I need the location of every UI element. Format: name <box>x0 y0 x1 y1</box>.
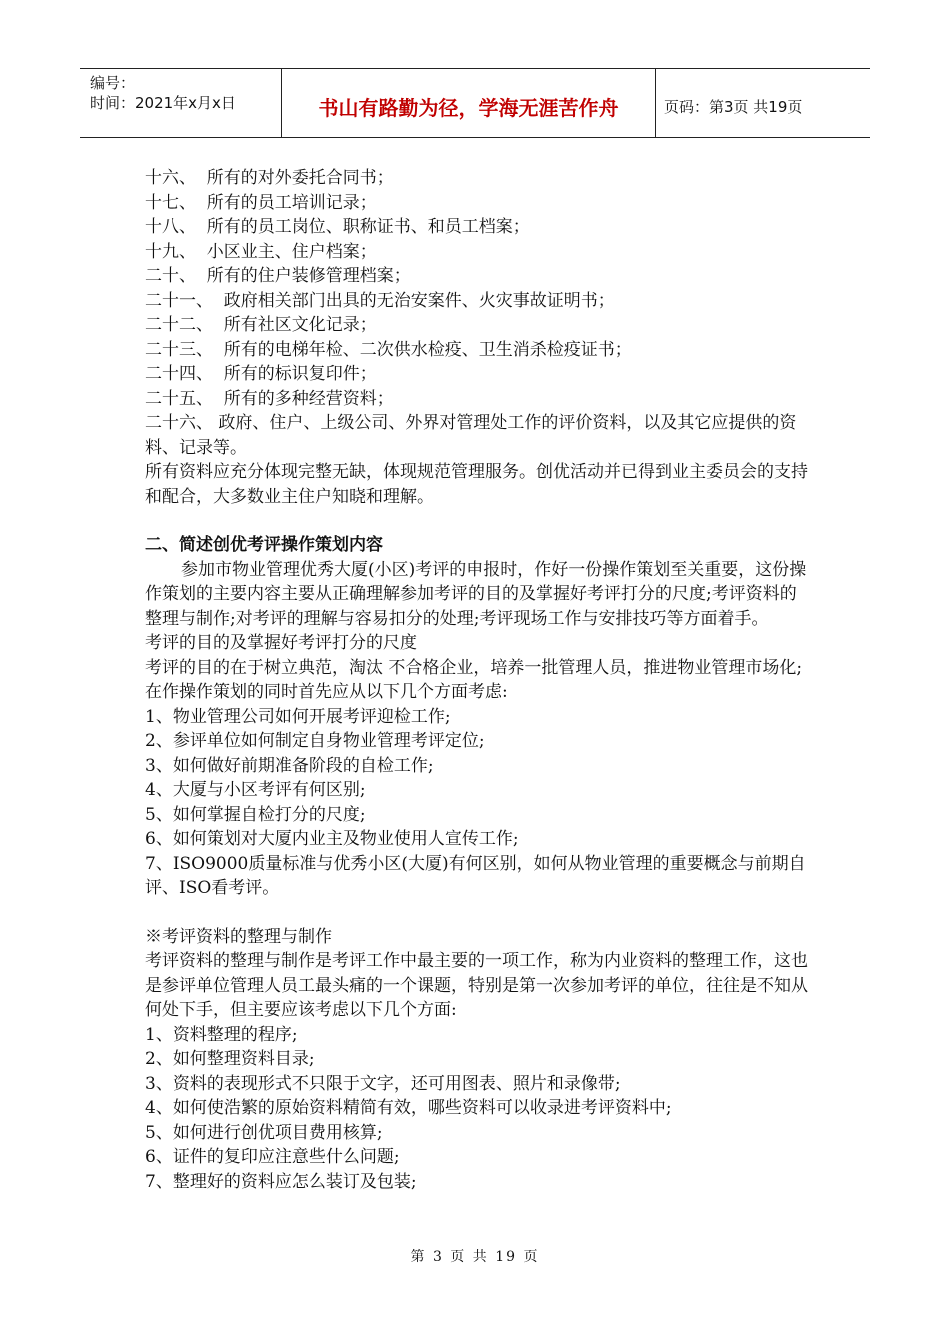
list-item: 5、如何进行创优项目费用核算; <box>145 1122 383 1143</box>
list-item: 十九、 小区业主、住户档案； <box>145 241 377 262</box>
document-body <box>145 166 810 1194</box>
page-footer: 第 3 页 共 19 页 <box>410 1249 540 1265</box>
list-item: 2、如何整理资料目录; <box>145 1049 315 1069</box>
page-header <box>80 68 870 138</box>
section-intro: 考评资料的整理与制作是考评工作中最主要的一项工作，称为内业资料的整理工作，这也是参评单位管理人员工最头痛的一个课题，特别是第一次参加考评的单位，往往是不知从何处下手，但主要应该考虑以下几个方面: <box>145 951 808 1020</box>
list-item: 二十五、 所有的多种经营资料； <box>145 388 394 409</box>
purpose-paragraph: 考评的目的在于树立典范，淘汰 不合格企业，培养一批管理人员，推进物业管理市场化;在作操作策划的同时首先应从以下几个方面考虑: <box>145 657 803 702</box>
list-item: 3、如何做好前期准备阶段的自检工作; <box>145 755 434 776</box>
list-item: 二十三、 所有的电梯年检、二次供水检疫、卫生消杀检疫证书； <box>145 339 632 360</box>
header-meta <box>80 69 282 137</box>
list-item: 7、整理好的资料应怎么装订及包装; <box>145 1171 417 1192</box>
list-item: 1、物业管理公司如何开展考评迎检工作; <box>145 706 451 727</box>
list-item: 二十四、 所有的标识复印件； <box>145 364 377 384</box>
list-item: 二十六、 政府、住户、上级公司、外界对管理处工作的评价资料，以及其它应提供的资料、记录等。 <box>145 413 797 458</box>
summary-paragraph: 所有资料应充分体现完整无缺，体现规范管理服务。创优活动并已得到业主委员会的支持和配合，大多数业主住户知晓和理解。 <box>145 462 808 507</box>
list-item: 5、如何掌握自检打分的尺度; <box>145 804 366 825</box>
section-heading: 二、简述创优考评操作策划内容 <box>145 535 383 555</box>
list-item: 二十、 所有的住户装修管理档案； <box>145 266 411 286</box>
list-item: 6、证件的复印应注意些什么问题; <box>145 1147 400 1167</box>
list-item: 十六、 所有的对外委托合同书； <box>145 168 394 188</box>
header-page-info: 页码：第3页 共19页 <box>664 97 803 116</box>
list-item: 3、资料的表现形式不只限于文字，还可用图表、照片和录像带; <box>145 1073 621 1094</box>
section-heading: ※考评资料的整理与制作 <box>145 926 332 947</box>
number-label: 编号： <box>90 74 136 92</box>
list-item: 6、如何策划对大厦内业主及物业使用人宣传工作; <box>145 829 519 849</box>
list-item: 2、参评单位如何制定自身物业管理考评定位; <box>145 731 485 751</box>
header-motto: 书山有路勤为径，学海无涯苦作舟 <box>282 69 656 137</box>
list-item: 7、ISO9000质量标准与优秀小区(大厦)有何区别，如何从物业管理的重要概念与前期自评、ISO看考评。 <box>145 853 806 898</box>
section-intro: 参加市物业管理优秀大厦(小区)考评的申报时，作好一份操作策划至关重要，这份操作策划的主要内容主要从正确理解参加考评的目的及掌握好考评打分的尺度;考评资料的整理与制作;对考评的理解与容易扣分的处理;考评现场工作与安排技巧等方面着手。 <box>145 559 807 629</box>
list-item: 十八、 所有的员工岗位、职称证书、和员工档案； <box>145 217 530 237</box>
list-item: 1、资料整理的程序; <box>145 1024 298 1045</box>
list-item: 二十二、 所有社区文化记录； <box>145 315 377 335</box>
list-item: 二十一、 政府相关部门出具的无治安案件、火灾事故证明书； <box>145 290 615 311</box>
list-item: 4、如何使浩繁的原始资料精简有效，哪些资料可以收录进考评资料中; <box>145 1098 672 1118</box>
sub-heading: 考评的目的及掌握好考评打分的尺度 <box>145 633 417 653</box>
date-label: 时间：2021年x月x日 <box>90 94 236 112</box>
list-item: 4、大厦与小区考评有何区别; <box>145 780 366 800</box>
list-item: 十七、 所有的员工培训记录； <box>145 192 377 213</box>
